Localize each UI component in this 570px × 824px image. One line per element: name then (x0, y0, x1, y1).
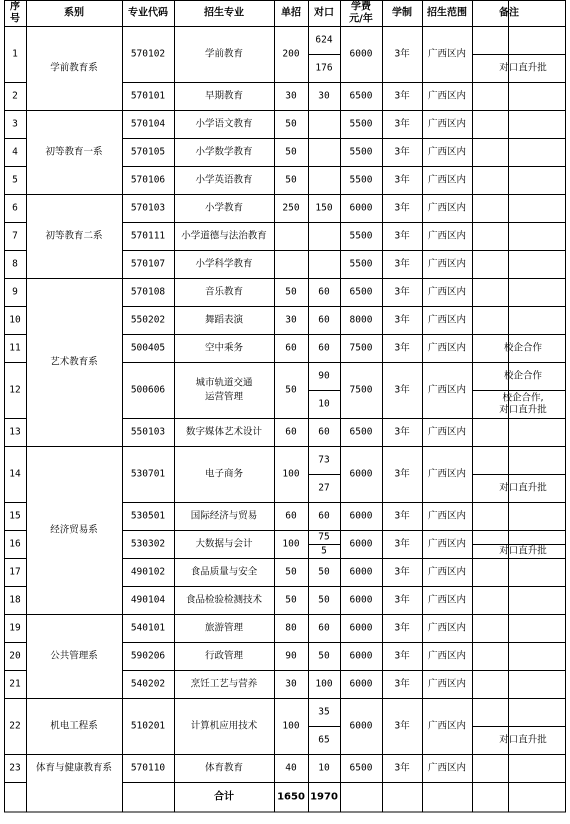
admission-plan-grid (4, 0, 566, 820)
row-number: 14 (9, 468, 21, 480)
study-duration: 3年 (394, 384, 410, 396)
header-seq-bottom: 号 (10, 13, 20, 25)
tuition-fee: 5500 (349, 258, 373, 270)
counterpart-quota: 50 (318, 650, 330, 662)
major-code: 570110 (130, 762, 166, 774)
counterpart-quota: 60 (318, 314, 330, 326)
remark-text: 校企合作 (503, 342, 543, 354)
header-tuition-unit: 元/年 (349, 13, 373, 25)
header-single-admission: 单招 (281, 7, 301, 19)
row-number: 4 (12, 146, 18, 158)
counterpart-quota: 5 (321, 545, 327, 557)
study-duration: 3年 (394, 202, 410, 214)
major-name: 食品质量与安全 (190, 566, 258, 578)
study-duration: 3年 (394, 230, 410, 242)
study-duration: 3年 (394, 510, 410, 522)
major-name: 学前教育 (204, 48, 244, 60)
major-name: 电子商务 (204, 468, 244, 480)
total-single-admission: 1650 (277, 791, 305, 803)
enrollment-scope: 广西区内 (427, 384, 467, 396)
major-name: 数字媒体艺术设计 (185, 426, 263, 438)
single-admission-quota: 50 (285, 384, 297, 396)
tuition-fee: 6000 (349, 720, 373, 732)
major-name: 国际经济与贸易 (190, 510, 258, 522)
single-admission-quota: 60 (285, 510, 297, 522)
row-number: 15 (9, 510, 21, 522)
study-duration: 3年 (394, 762, 410, 774)
major-name: 小学英语教育 (195, 174, 253, 186)
row-number: 11 (9, 342, 21, 354)
row-number: 22 (9, 720, 21, 732)
tuition-fee: 6500 (349, 90, 373, 102)
enrollment-scope: 广西区内 (427, 594, 467, 606)
department-name: 经济贸易系 (50, 524, 98, 536)
row-number: 23 (9, 762, 21, 774)
remark-text: 对口直升批 (499, 482, 547, 494)
counterpart-quota: 176 (315, 62, 333, 74)
major-code: 550103 (130, 426, 166, 438)
single-admission-quota: 50 (285, 146, 297, 158)
tuition-fee: 6000 (349, 678, 373, 690)
enrollment-scope: 广西区内 (427, 622, 467, 634)
enrollment-scope: 广西区内 (427, 258, 467, 270)
single-admission-quota: 60 (285, 426, 297, 438)
header-seq-top: 序 (10, 1, 20, 13)
department-name: 体育与健康教育系 (35, 762, 113, 774)
counterpart-quota: 60 (318, 342, 330, 354)
enrollment-scope: 广西区内 (427, 650, 467, 662)
study-duration: 3年 (394, 622, 410, 634)
header-department: 系别 (64, 7, 84, 19)
row-number: 8 (12, 258, 18, 270)
tuition-fee: 7500 (349, 384, 373, 396)
major-code: 510201 (130, 720, 166, 732)
counterpart-quota: 27 (318, 482, 330, 494)
counterpart-quota: 60 (318, 510, 330, 522)
major-name: 城市轨道交通 (195, 377, 253, 389)
major-name: 小学科学教育 (195, 258, 253, 270)
major-code: 570108 (130, 286, 166, 298)
counterpart-quota: 60 (318, 622, 330, 634)
tuition-fee: 6000 (349, 566, 373, 578)
major-code: 550202 (130, 314, 166, 326)
counterpart-quota: 624 (315, 34, 333, 46)
row-number: 12 (9, 384, 21, 396)
counterpart-quota: 150 (315, 202, 333, 214)
single-admission-quota: 40 (285, 762, 297, 774)
tuition-fee: 5500 (349, 174, 373, 186)
major-code: 530302 (130, 538, 166, 550)
row-number: 5 (12, 174, 18, 186)
tuition-fee: 6000 (349, 538, 373, 550)
single-admission-quota: 30 (285, 90, 297, 102)
major-code: 570103 (130, 202, 166, 214)
tuition-fee: 6000 (349, 510, 373, 522)
enrollment-scope: 广西区内 (427, 538, 467, 550)
tuition-fee: 8000 (349, 314, 373, 326)
major-name: 小学数学教育 (195, 146, 253, 158)
major-code: 570106 (130, 174, 166, 186)
header-enrollment-scope: 招生范围 (427, 7, 467, 19)
remark-text: 对口直升批 (499, 404, 547, 416)
single-admission-quota: 50 (285, 594, 297, 606)
major-name: 小学道德与法治教育 (181, 230, 267, 242)
tuition-fee: 6500 (349, 426, 373, 438)
single-admission-quota: 60 (285, 342, 297, 354)
study-duration: 3年 (394, 90, 410, 102)
single-admission-quota: 30 (285, 678, 297, 690)
remark-text: 校企合作, (502, 392, 544, 404)
study-duration: 3年 (394, 286, 410, 298)
header-remark: 备注 (499, 7, 519, 19)
major-code: 530501 (130, 510, 166, 522)
total-label: 合计 (214, 791, 234, 803)
counterpart-quota: 75 (318, 531, 330, 543)
header-tuition: 学费 (351, 1, 371, 13)
counterpart-quota: 60 (318, 286, 330, 298)
row-number: 10 (9, 314, 21, 326)
major-name: 舞蹈表演 (204, 314, 244, 326)
single-admission-quota: 250 (282, 202, 300, 214)
tuition-fee: 5500 (349, 146, 373, 158)
enrollment-scope: 广西区内 (427, 146, 467, 158)
major-code: 530701 (130, 468, 166, 480)
study-duration: 3年 (394, 118, 410, 130)
enrollment-scope: 广西区内 (427, 678, 467, 690)
major-code: 570105 (130, 146, 166, 158)
major-name: 小学语文教育 (195, 118, 253, 130)
header-major-code: 专业代码 (128, 7, 168, 19)
major-name: 音乐教育 (204, 286, 244, 298)
row-number: 13 (9, 426, 21, 438)
tuition-fee: 6000 (349, 594, 373, 606)
counterpart-quota: 30 (318, 90, 330, 102)
single-admission-quota: 100 (282, 720, 300, 732)
department-name: 初等教育一系 (45, 146, 103, 158)
row-number: 18 (9, 594, 21, 606)
counterpart-quota: 10 (318, 398, 330, 410)
study-duration: 3年 (394, 594, 410, 606)
counterpart-quota: 50 (318, 594, 330, 606)
counterpart-quota: 65 (318, 734, 330, 746)
major-code: 490102 (130, 566, 166, 578)
study-duration: 3年 (394, 146, 410, 158)
counterpart-quota: 73 (318, 454, 330, 466)
enrollment-scope: 广西区内 (427, 48, 467, 60)
enrollment-scope: 广西区内 (427, 762, 467, 774)
enrollment-scope: 广西区内 (427, 90, 467, 102)
enrollment-scope: 广西区内 (427, 342, 467, 354)
header-duration: 学制 (392, 7, 412, 19)
row-number: 20 (9, 650, 21, 662)
major-code: 570111 (130, 230, 166, 242)
major-code: 500405 (130, 342, 166, 354)
admission-plan-table (4, 0, 566, 820)
header-major: 招生专业 (204, 7, 244, 19)
enrollment-scope: 广西区内 (427, 510, 467, 522)
tuition-fee: 7500 (349, 342, 373, 354)
major-name: 体育教育 (204, 762, 244, 774)
major-name: 行政管理 (204, 650, 244, 662)
total-counterpart: 1970 (310, 791, 338, 803)
major-name: 小学教育 (204, 202, 244, 214)
counterpart-quota: 60 (318, 426, 330, 438)
single-admission-quota: 90 (285, 650, 297, 662)
row-number: 19 (9, 622, 21, 634)
tuition-fee: 6000 (349, 48, 373, 60)
department-name: 初等教育二系 (45, 230, 103, 242)
single-admission-quota: 100 (282, 468, 300, 480)
enrollment-scope: 广西区内 (427, 426, 467, 438)
enrollment-scope: 广西区内 (427, 230, 467, 242)
enrollment-scope: 广西区内 (427, 286, 467, 298)
counterpart-quota: 90 (318, 370, 330, 382)
counterpart-quota: 10 (318, 762, 330, 774)
enrollment-scope: 广西区内 (427, 174, 467, 186)
row-number: 9 (12, 286, 18, 298)
tuition-fee: 6000 (349, 202, 373, 214)
enrollment-scope: 广西区内 (427, 202, 467, 214)
row-number: 16 (9, 538, 21, 550)
single-admission-quota: 80 (285, 622, 297, 634)
major-code: 570104 (130, 118, 166, 130)
row-number: 3 (12, 118, 18, 130)
study-duration: 3年 (394, 720, 410, 732)
study-duration: 3年 (394, 48, 410, 60)
major-name: 旅游管理 (204, 622, 244, 634)
header-counterpart: 对口 (314, 7, 334, 19)
counterpart-quota: 100 (315, 678, 333, 690)
major-name: 食品检验检测技术 (185, 594, 263, 606)
counterpart-quota: 35 (318, 706, 330, 718)
single-admission-quota: 100 (282, 538, 300, 550)
enrollment-scope: 广西区内 (427, 720, 467, 732)
major-name: 大数据与会计 (195, 538, 253, 550)
row-number: 6 (12, 202, 18, 214)
department-name: 机电工程系 (50, 720, 98, 732)
major-code: 590206 (130, 650, 166, 662)
department-name: 学前教育系 (50, 62, 98, 74)
remark-text: 对口直升批 (499, 734, 547, 746)
enrollment-scope: 广西区内 (427, 468, 467, 480)
single-admission-quota: 200 (282, 48, 300, 60)
row-number: 7 (12, 230, 18, 242)
major-code: 570101 (130, 90, 166, 102)
tuition-fee: 6500 (349, 286, 373, 298)
page-bottom-edge (0, 814, 570, 824)
major-code: 570107 (130, 258, 166, 270)
major-name: 早期教育 (204, 90, 244, 102)
single-admission-quota: 50 (285, 286, 297, 298)
tuition-fee: 5500 (349, 230, 373, 242)
tuition-fee: 6000 (349, 622, 373, 634)
tuition-fee: 6000 (349, 650, 373, 662)
enrollment-scope: 广西区内 (427, 314, 467, 326)
study-duration: 3年 (394, 678, 410, 690)
major-name: 空中乘务 (204, 342, 244, 354)
study-duration: 3年 (394, 314, 410, 326)
tuition-fee: 6500 (349, 762, 373, 774)
major-code: 540101 (130, 622, 166, 634)
single-admission-quota: 50 (285, 174, 297, 186)
remark-text: 校企合作 (503, 370, 543, 382)
study-duration: 3年 (394, 566, 410, 578)
major-name: 计算机应用技术 (190, 720, 258, 732)
enrollment-scope: 广西区内 (427, 566, 467, 578)
major-name: 烹饪工艺与营养 (190, 678, 258, 690)
row-number: 21 (9, 678, 21, 690)
tuition-fee: 5500 (349, 118, 373, 130)
study-duration: 3年 (394, 468, 410, 480)
study-duration: 3年 (394, 426, 410, 438)
row-number: 2 (12, 90, 18, 102)
single-admission-quota: 30 (285, 314, 297, 326)
single-admission-quota: 50 (285, 566, 297, 578)
major-code: 570102 (130, 48, 166, 60)
department-name: 公共管理系 (50, 650, 98, 662)
single-admission-quota: 50 (285, 118, 297, 130)
study-duration: 3年 (394, 650, 410, 662)
remark-text: 对口直升批 (499, 62, 547, 74)
study-duration: 3年 (394, 174, 410, 186)
major-code: 540202 (130, 678, 166, 690)
row-number: 17 (9, 566, 21, 578)
major-code: 500606 (130, 384, 166, 396)
major-code: 490104 (130, 594, 166, 606)
row-number: 1 (12, 48, 18, 60)
study-duration: 3年 (394, 538, 410, 550)
enrollment-scope: 广西区内 (427, 118, 467, 130)
major-name: 运营管理 (204, 391, 244, 403)
study-duration: 3年 (394, 258, 410, 270)
tuition-fee: 6000 (349, 468, 373, 480)
department-name: 艺术教育系 (50, 356, 98, 368)
remark-text: 对口直升批 (499, 545, 547, 557)
study-duration: 3年 (394, 342, 410, 354)
counterpart-quota: 50 (318, 566, 330, 578)
